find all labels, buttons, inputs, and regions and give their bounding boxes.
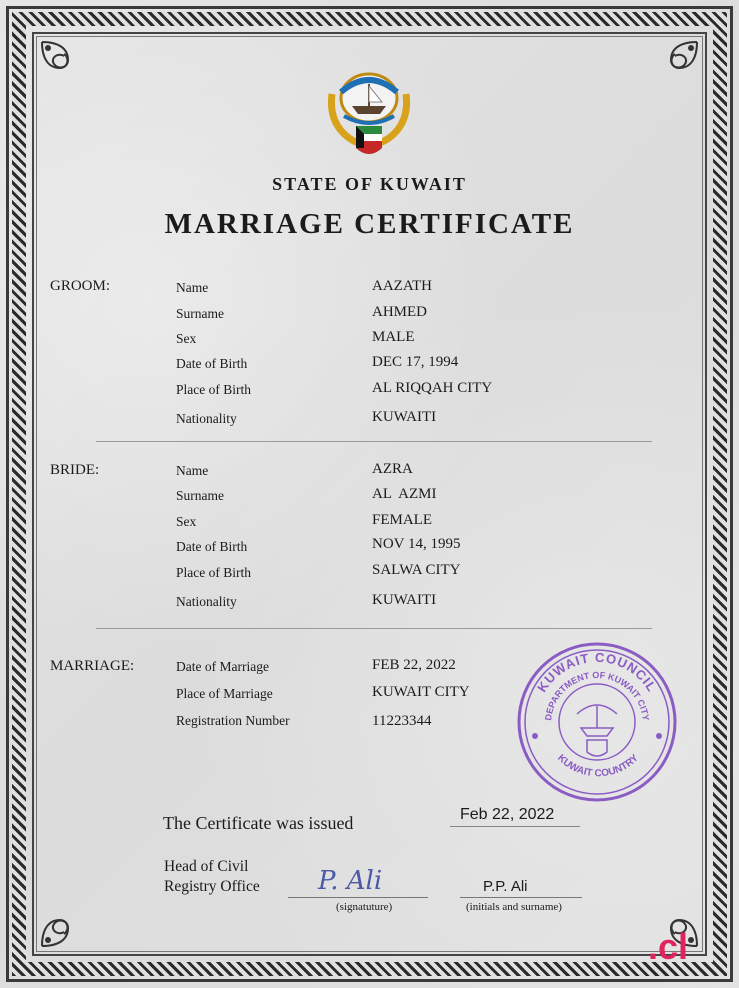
stamp-middle-text: DEPARTMENT OF KUWAIT CITY xyxy=(543,669,651,722)
groom-name-value: AAZATH xyxy=(372,278,432,294)
bride-nationality-value: KUWAITI xyxy=(372,592,437,608)
bride-dob-value: NOV 14, 1995 xyxy=(372,536,461,552)
registration-number-value: 11223344 xyxy=(372,713,432,729)
marriage-date-value: FEB 22, 2022 xyxy=(372,657,456,673)
issued-text: The Certificate was issued xyxy=(163,813,354,833)
groom-name-label: Name xyxy=(176,280,209,295)
bride-name-label: Name xyxy=(176,463,209,478)
groom-sex-value: MALE xyxy=(372,329,415,345)
kuwait-coat-of-arms-icon xyxy=(326,64,412,164)
stamp-emblem-icon xyxy=(577,705,617,756)
groom-section-label: GROOM: xyxy=(50,278,111,294)
groom-nationality-label: Nationality xyxy=(176,411,237,426)
cl-logo: .cl xyxy=(648,926,689,967)
groom-nationality-value: KUWAITI xyxy=(372,409,437,425)
section-divider xyxy=(96,441,652,442)
initials-line xyxy=(460,897,582,898)
marriage-place-value: KUWAIT CITY xyxy=(372,684,470,700)
bride-sex-value: FEMALE xyxy=(372,512,432,528)
bride-pob-label: Place of Birth xyxy=(176,565,251,580)
groom-dob-value: DEC 17, 1994 xyxy=(372,354,459,370)
groom-surname-label: Surname xyxy=(176,306,224,321)
ornament-corner-icon xyxy=(641,38,701,98)
bride-section-label: BRIDE: xyxy=(50,462,100,478)
groom-dob-label: Date of Birth xyxy=(176,356,248,371)
bride-name-value: AZRA xyxy=(372,461,413,477)
marriage-section-label: MARRIAGE: xyxy=(50,658,135,674)
office-line-1: Head of Civil xyxy=(164,858,249,875)
groom-sex-label: Sex xyxy=(176,331,197,346)
signature-caption: (signatuture) xyxy=(336,901,393,913)
office-label xyxy=(164,857,260,897)
registration-number-label: Registration Number xyxy=(176,713,290,728)
official-stamp xyxy=(515,640,680,805)
state-title: STATE OF KUWAIT xyxy=(272,174,467,194)
bride-dob-label: Date of Birth xyxy=(176,539,248,554)
certificate-title: MARRIAGE CERTIFICATE xyxy=(164,208,575,240)
bride-pob-value: SALWA CITY xyxy=(372,562,461,578)
office-line-2: Registry Office xyxy=(164,878,260,895)
groom-pob-label: Place of Birth xyxy=(176,382,251,397)
bride-surname-label: Surname xyxy=(176,488,224,503)
stamp-top-text: KUWAIT COUNCIL xyxy=(534,649,660,695)
section-divider xyxy=(96,628,652,629)
ornament-corner-icon xyxy=(38,890,98,950)
initials-caption: (initials and surname) xyxy=(466,901,562,913)
marriage-place-label: Place of Marriage xyxy=(176,686,273,701)
bride-surname-value: AL AZMI xyxy=(372,486,437,502)
marriage-date-label: Date of Marriage xyxy=(176,659,269,674)
bride-nationality-label: Nationality xyxy=(176,594,237,609)
stamp-bottom-text: KUWAIT COUNTRY xyxy=(555,752,641,780)
signature-line xyxy=(288,897,428,898)
initials-name: P.P. Ali xyxy=(483,878,528,895)
groom-pob-value: AL RIQQAH CITY xyxy=(372,380,493,396)
ornament-corner-icon xyxy=(38,38,98,98)
issued-date-line xyxy=(450,826,580,827)
bride-sex-label: Sex xyxy=(176,514,197,529)
groom-surname-value: AHMED xyxy=(372,304,427,320)
signature-script: P. Ali xyxy=(318,866,383,896)
issued-date: Feb 22, 2022 xyxy=(460,806,555,823)
